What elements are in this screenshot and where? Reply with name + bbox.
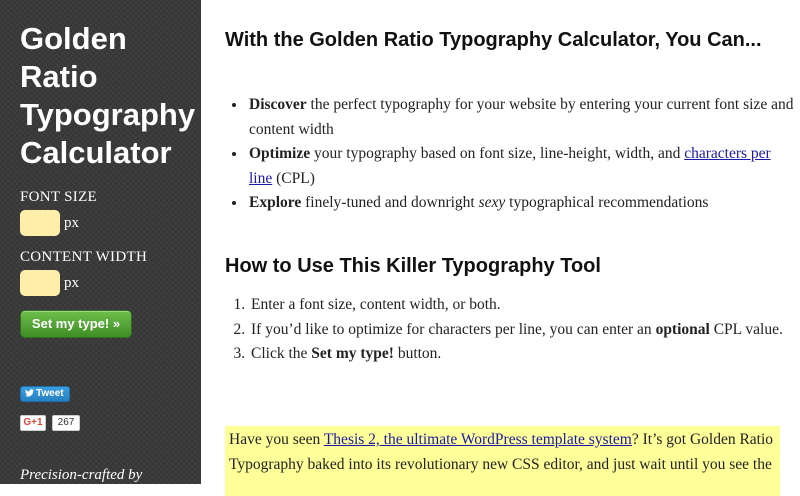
step-text: CPL value. xyxy=(709,320,783,338)
content-width-input[interactable] xyxy=(20,270,60,296)
benefit-emphasis: sexy xyxy=(478,194,506,211)
benefit-bold: Optimize xyxy=(249,145,311,162)
benefit-text: the perfect typography for your website by entering your current font size and content width xyxy=(249,96,794,138)
content-width-label: CONTENT WIDTH xyxy=(20,249,148,265)
benefits-list xyxy=(225,93,797,216)
characters-per-line-link[interactable]: characters per line xyxy=(249,145,771,187)
sidebar xyxy=(0,0,201,484)
content-width-row xyxy=(20,270,201,296)
promo-text: ? It’s got Golden Ratio Typography baked into its revolutionary new CSS editor, and just wait until you see the xyxy=(229,431,774,473)
tweet-label: Tweet xyxy=(36,388,64,399)
twitter-bird-icon xyxy=(25,389,34,397)
step-text: Enter a font size, content width, or both. xyxy=(251,296,501,313)
list-item xyxy=(247,191,797,216)
benefit-text: finely-tuned and downright xyxy=(301,194,479,211)
font-size-unit: px xyxy=(64,214,79,231)
site-title: Golden Ratio Typography Calculator xyxy=(20,21,196,170)
list-item xyxy=(247,142,797,191)
content-width-unit: px xyxy=(64,274,79,291)
font-size-input[interactable] xyxy=(20,210,60,236)
list-item xyxy=(249,293,799,318)
thesis-promo xyxy=(225,426,780,496)
font-size-label: FONT SIZE xyxy=(20,189,98,205)
step-text: If you’d like to optimize for characters per line, you can enter an xyxy=(251,320,656,338)
list-item xyxy=(249,318,799,343)
google-plus-button[interactable] xyxy=(20,415,46,431)
google-plus-icon: G+1 xyxy=(23,417,43,428)
thesis-link[interactable]: Thesis 2, the ultimate WordPress template system xyxy=(323,431,632,448)
step-bold: Set my type! xyxy=(311,345,394,362)
benefit-text: your typography based on font size, line-height, width, and xyxy=(310,145,685,162)
benefit-bold: Explore xyxy=(249,194,302,211)
google-plus-count: 267 xyxy=(52,415,80,431)
promo-text: Have you seen xyxy=(229,431,324,448)
step-bold: optional xyxy=(655,320,710,338)
font-size-row xyxy=(20,210,201,236)
list-item xyxy=(247,93,797,142)
benefit-text: typographical recommendations xyxy=(505,194,709,211)
set-my-type-button[interactable]: Set my type! » xyxy=(20,310,132,338)
step-text: button. xyxy=(393,345,442,362)
benefit-bold: Discover xyxy=(249,96,307,113)
step-text: Click the xyxy=(251,345,312,362)
howto-heading: How to Use This Killer Typography Tool xyxy=(225,255,601,277)
credit-text: Precision-crafted by xyxy=(20,467,143,483)
benefits-heading: With the Golden Ratio Typography Calculator, You Can... xyxy=(225,29,762,51)
list-item xyxy=(249,342,799,367)
benefit-text: (CPL) xyxy=(272,169,315,187)
steps-list xyxy=(225,293,799,367)
tweet-button[interactable] xyxy=(20,386,70,402)
